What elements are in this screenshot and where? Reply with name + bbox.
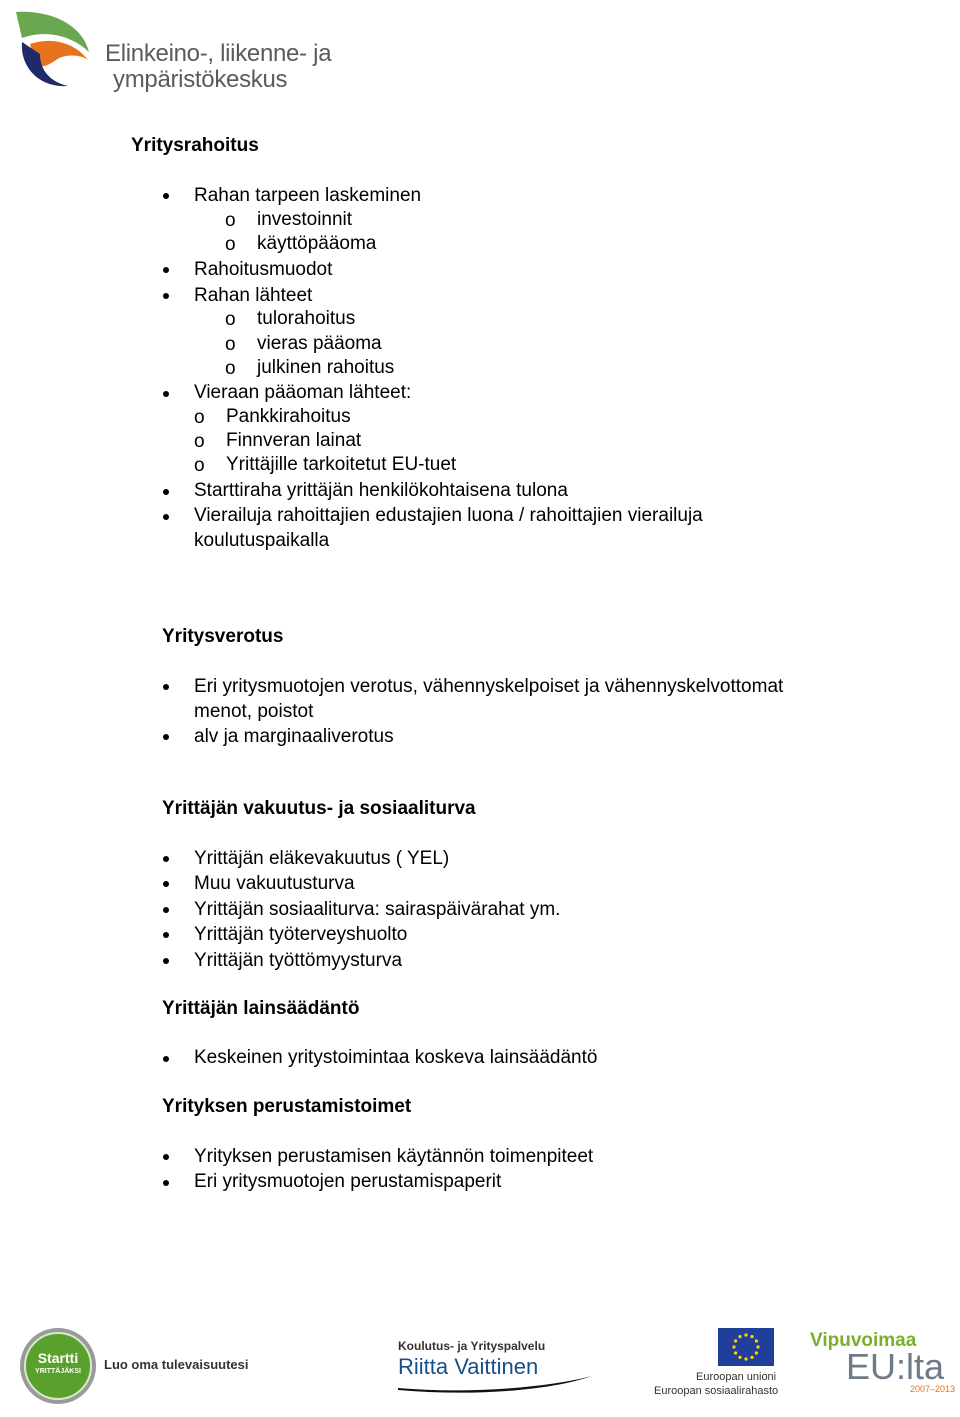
- bullet-icon: [163, 958, 169, 964]
- list-item: Yrittäjän työterveyshuolto: [194, 924, 408, 945]
- list-item: Keskeinen yritystoimintaa koskeva lainsäädäntö: [194, 1047, 598, 1068]
- vipuvoimaa-label: Vipuvoimaa: [810, 1330, 917, 1351]
- ely-logo: [10, 8, 340, 92]
- bullet-icon: [163, 1154, 169, 1160]
- eulta-label: EU:lta: [846, 1346, 945, 1387]
- sub-marker-icon: o: [225, 234, 236, 255]
- list-item: Yrittäjän sosiaaliturva: sairaspäivärahat ym.: [194, 899, 561, 920]
- org-name-line2: ympäristökeskus: [113, 66, 288, 93]
- bullet-icon: [163, 1056, 169, 1062]
- bullet-icon: [163, 734, 169, 740]
- list-item: Eri yritysmuotojen perustamispaperit: [194, 1171, 502, 1192]
- list-item: Yrittäjän työttömyysturva: [194, 950, 403, 971]
- sub-marker-icon: o: [225, 334, 236, 355]
- startti-sublabel: YRITTÄJÄKSI: [35, 1368, 81, 1375]
- sub-list-item: tulorahoitus: [257, 308, 356, 329]
- sub-marker-icon: o: [225, 309, 236, 330]
- esr-label: Euroopan sosiaalirahasto: [654, 1385, 779, 1397]
- sub-marker-icon: o: [194, 455, 205, 476]
- list-item: Muu vakuutusturva: [194, 873, 355, 894]
- list-item: Eri yritysmuotojen verotus, vähennyskelpoiset ja vähennyskelvottomat: [194, 676, 784, 697]
- bullet-icon: [163, 1180, 169, 1186]
- bullet-icon: [163, 932, 169, 938]
- list-item: Rahoitusmuodot: [194, 259, 333, 280]
- rv-tagline: Koulutus- ja Yrityspalvelu: [398, 1339, 546, 1353]
- rv-name: Riitta Vaittinen: [398, 1354, 539, 1379]
- bullet-icon: [163, 391, 169, 397]
- eu-label: Euroopan unioni: [696, 1371, 777, 1383]
- list-item: Yrittäjän eläkevakuutus ( YEL): [194, 848, 450, 869]
- sub-marker-icon: o: [225, 358, 236, 379]
- swoosh-icon: [396, 1374, 596, 1394]
- ely-emblem-icon: [10, 8, 94, 92]
- list-item-continuation: menot, poistot: [194, 701, 314, 722]
- list-item: alv ja marginaaliverotus: [194, 726, 394, 747]
- bullet-icon: [163, 293, 169, 299]
- sub-list-item: käyttöpääoma: [257, 233, 377, 254]
- startti-badge-icon: [18, 1326, 98, 1406]
- sub-list-item: vieras pääoma: [257, 333, 382, 354]
- list-item: Vieraan pääoman lähteet:: [194, 382, 412, 403]
- section-title-perustamistoimet: Yrityksen perustamistoimet: [162, 1096, 412, 1117]
- sub-list-item: investoinnit: [257, 209, 353, 230]
- list-item: Yrityksen perustamisen käytännön toimenpiteet: [194, 1146, 594, 1167]
- sub-marker-icon: o: [194, 407, 205, 428]
- section-title-lainsaadanto: Yrittäjän lainsäädäntö: [162, 998, 360, 1019]
- bullet-icon: [163, 489, 169, 495]
- list-item: Starttiraha yrittäjän henkilökohtaisena tulona: [194, 480, 568, 501]
- sub-list-item: Yrittäjille tarkoitetut EU-tuet: [226, 454, 457, 475]
- eu-logo: [652, 1328, 782, 1398]
- sub-list-item: julkinen rahoitus: [257, 357, 395, 378]
- section-title-yritysverotus: Yritysverotus: [162, 626, 284, 647]
- bullet-icon: [163, 514, 169, 520]
- bullet-icon: [163, 267, 169, 273]
- sub-marker-icon: o: [194, 431, 205, 452]
- eu-flag-icon: [718, 1328, 774, 1366]
- org-name-line1: Elinkeino-, liikenne- ja: [105, 40, 332, 67]
- bullet-icon: [163, 193, 169, 199]
- sub-list-item: Finnveran lainat: [226, 430, 362, 451]
- bullet-icon: [163, 907, 169, 913]
- startti-label: Startti: [37, 1350, 79, 1366]
- list-item: Rahan lähteet: [194, 285, 313, 306]
- startti-slogan: Luo oma tulevaisuutesi: [104, 1357, 249, 1372]
- sub-list-item: Pankkirahoitus: [226, 406, 351, 427]
- section-title-yritysrahoitus: Yritysrahoitus: [131, 135, 259, 156]
- bullet-icon: [163, 856, 169, 862]
- bullet-icon: [163, 684, 169, 690]
- vipuvoimaa-logo: [808, 1330, 958, 1400]
- riitta-vaittinen-logo: [396, 1338, 596, 1394]
- sub-marker-icon: o: [225, 210, 236, 231]
- startti-logo: [18, 1326, 258, 1406]
- vipuvoimaa-years: 2007–2013: [910, 1384, 956, 1394]
- list-item-continuation: koulutuspaikalla: [194, 530, 330, 551]
- list-item: Vierailuja rahoittajien edustajien luona / rahoittajien vierailuja: [194, 505, 703, 526]
- section-title-vakuutus: Yrittäjän vakuutus- ja sosiaaliturva: [162, 798, 476, 819]
- bullet-icon: [163, 881, 169, 887]
- list-item: Rahan tarpeen laskeminen: [194, 185, 422, 206]
